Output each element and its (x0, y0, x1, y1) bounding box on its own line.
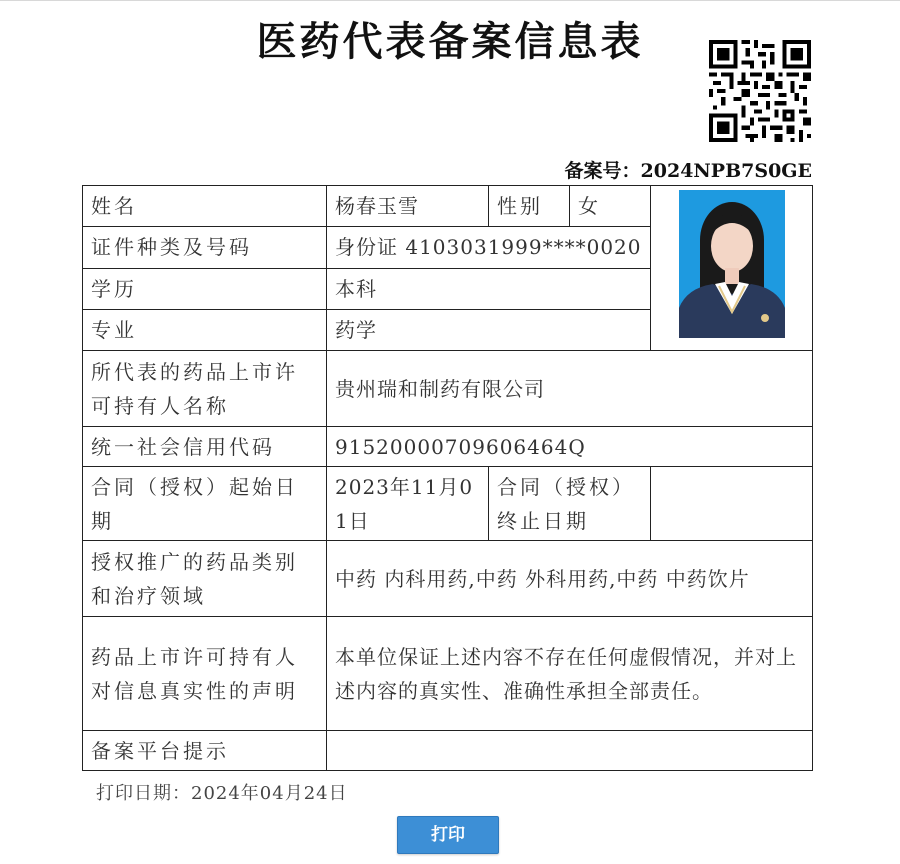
declaration-value: 本单位保证上述内容不存在任何虚假情况，并对上述内容的真实性、准确性承担全部责任。 (327, 617, 813, 731)
id-label: 证件种类及号码 (83, 227, 327, 268)
credit-code-label: 统一社会信用代码 (83, 427, 327, 467)
print-button[interactable]: 打印 (397, 816, 499, 854)
education-label: 学历 (83, 268, 327, 309)
print-date-label: 打印日期： (96, 783, 191, 804)
gender-value: 女 (570, 186, 651, 227)
gender-label: 性别 (489, 186, 570, 227)
top-divider (0, 0, 900, 1)
declaration-label: 药品上市许可持有人对信息真实性的声明 (83, 617, 327, 731)
category-value: 中药 内科用药,中药 外科用药,中药 中药饮片 (327, 541, 813, 617)
record-number-label: 备案号： (564, 160, 641, 182)
print-date-value: 2024年04月24日 (191, 783, 348, 804)
contract-start-label: 合同（授权）起始日期 (83, 467, 327, 541)
major-label: 专业 (83, 309, 327, 350)
info-table (82, 185, 813, 771)
education-value: 本科 (327, 268, 651, 309)
holder-label: 所代表的药品上市许可持有人名称 (83, 351, 327, 427)
category-label: 授权推广的药品类别和治疗领域 (83, 541, 327, 617)
credit-code-value: 91520000709606464Q (327, 427, 813, 467)
platform-tip-value (327, 731, 813, 771)
major-value: 药学 (327, 309, 651, 350)
contract-end-value (651, 467, 813, 541)
id-value: 身份证 4103031999****0020 (327, 227, 651, 268)
record-number-value: 2024NPB7S0GE (640, 160, 812, 182)
record-number (565, 156, 812, 183)
holder-value: 贵州瑞和制药有限公司 (327, 351, 813, 427)
page-title: 医药代表备案信息表 (256, 18, 644, 65)
name-label: 姓名 (83, 186, 327, 227)
qr-code (709, 40, 811, 142)
contract-end-label: 合同（授权）终止日期 (489, 467, 651, 541)
name-value: 杨春玉雪 (327, 186, 489, 227)
photo-cell (651, 186, 813, 351)
print-date (96, 779, 348, 805)
platform-tip-label: 备案平台提示 (83, 731, 327, 771)
id-photo (679, 190, 785, 338)
contract-start-value: 2023年11月01日 (327, 467, 489, 541)
